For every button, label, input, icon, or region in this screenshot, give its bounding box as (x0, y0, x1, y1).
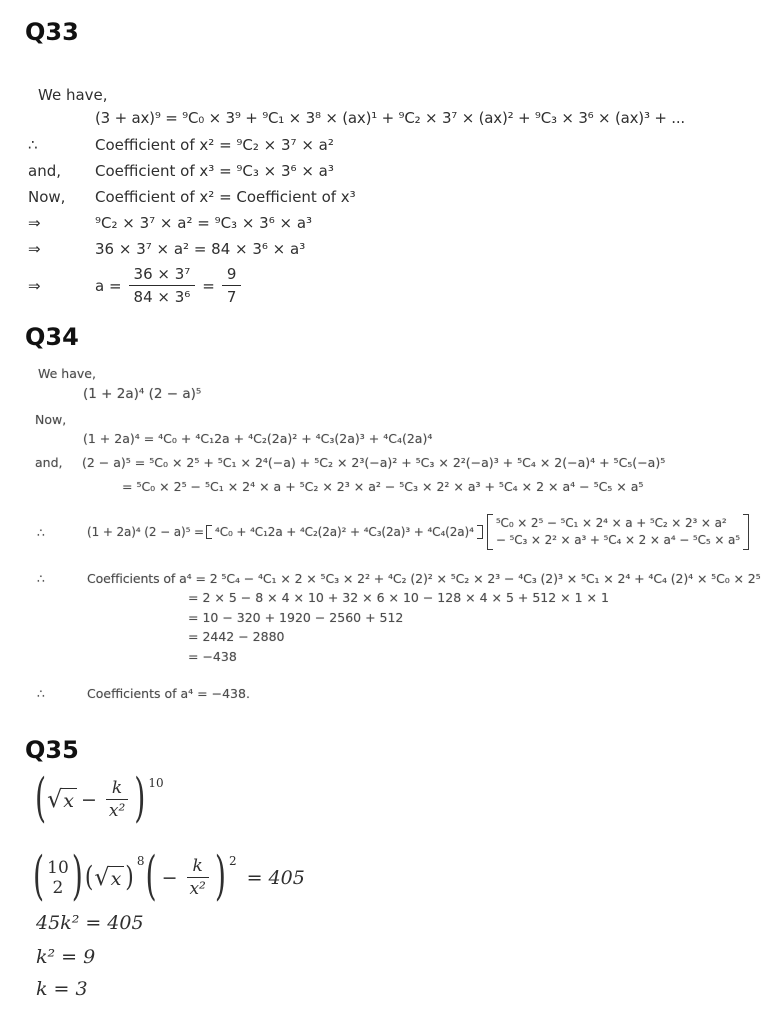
left-bracket (487, 514, 493, 550)
therefore-symbol: ∴ (37, 686, 45, 701)
q33-intro-text: We have, (38, 86, 108, 104)
radical-sign: √ (47, 784, 63, 813)
q34-product-row (37, 514, 751, 550)
fraction-numerator: 36 × 3⁷ (129, 265, 196, 286)
q33-step-4-text: ⁹C₂ × 3⁷ × a² = ⁹C₃ × 3⁶ × a³ (95, 214, 313, 232)
q34-expansion-2: (2 − a)⁵ = ⁵C₀ × 2⁵ + ⁵C₁ × 2⁴(−a) + ⁵C₂ × 2³(−a)² + ⁵C₃ × 2²(−a)³ + ⁵C₄ × 2(−a)⁴ + ⁵C₅(−a)⁵ (82, 455, 666, 470)
q33-step-5 (28, 239, 356, 259)
exponent: 2 (228, 854, 237, 868)
binomial-coefficient (45, 858, 71, 898)
therefore-symbol: ∴ (28, 136, 38, 154)
fraction (187, 856, 209, 899)
q34-expansion-2-row (35, 455, 665, 470)
fraction (106, 778, 128, 821)
q33-step-2 (28, 161, 356, 181)
close-paren: ) (214, 845, 226, 907)
q34-expansion-1: (1 + 2a)⁴ = ⁴C₀ + ⁴C₁2a + ⁴C₂(2a)² + ⁴C₃(2a)³ + ⁴C₄(2a)⁴ (83, 431, 433, 446)
q33-step-5-text: 36 × 3⁷ × a² = 84 × 3⁶ × a³ (95, 240, 306, 258)
q34-coeff-line-2: = 2 × 5 − 8 × 4 × 10 + 32 × 6 × 10 − 128 × 4 × 5 + 512 × 1 × 1 (188, 590, 609, 605)
left-bracket (206, 525, 212, 539)
now-label: Now, (28, 188, 66, 206)
square-root (94, 862, 124, 891)
q34-now-label: Now, (35, 412, 67, 427)
and-label: and, (28, 162, 61, 180)
q35-expression-2 (32, 845, 305, 907)
open-paren: ( (145, 845, 157, 907)
q34-coeff-line-1: Coefficients of a⁴ = 2 ⁵C₄ − ⁴C₁ × 2 × ⁵C₃ × 2² + ⁴C₂ (2)² × ⁵C₂ × 2³ − ⁴C₃ (2)³ × ⁵C₁ × 2⁴ + ⁴C₄ (2)⁴ × ⁵C₀ × 2⁵ (87, 571, 761, 586)
square-root (47, 784, 77, 813)
q35-step-1: 45k² = 405 (36, 912, 144, 934)
bracket-group-2 (487, 514, 749, 550)
implies-symbol: ⇒ (28, 214, 41, 232)
radicand: x (109, 866, 125, 890)
exponent: 10 (148, 776, 164, 790)
q34-heading: Q34 (25, 323, 79, 351)
q33-steps (28, 135, 356, 306)
close-paren: ) (134, 767, 146, 829)
q33-heading: Q33 (25, 18, 79, 46)
q34-factor-1: ⁴C₀ + ⁴C₁2a + ⁴C₂(2a)² + ⁴C₃(2a)³ + ⁴C₄(2a)⁴ (215, 525, 474, 539)
q34-coefficient-block (37, 570, 761, 666)
fraction-denominator: 7 (226, 288, 237, 306)
fraction-numerator: k (106, 778, 128, 800)
q33-step-1-text: Coefficient of x² = ⁹C₂ × 3⁷ × a² (95, 136, 334, 154)
exponent: 8 (136, 854, 145, 868)
q34-factor-2-line-2: − ⁵C₃ × 2² × a³ + ⁵C₄ × 2 × a⁴ − ⁵C₅ × a⁵ (495, 533, 740, 547)
radical-sign: √ (94, 862, 110, 891)
therefore-symbol: ∴ (37, 571, 45, 586)
q33-result (28, 265, 356, 306)
and-label: and, (35, 455, 63, 470)
binomial-bottom: 2 (52, 877, 64, 898)
q34-coeff-line-5: = −438 (188, 648, 237, 664)
fraction-denominator: 84 × 3⁶ (133, 288, 191, 306)
therefore-symbol: ∴ (37, 524, 45, 540)
q35-equation-rhs: = 405 (246, 866, 305, 889)
q34-product-equation (87, 514, 751, 550)
q34-intro-text: We have, (38, 366, 96, 381)
q33-step-3-text: Coefficient of x² = Coefficient of x³ (95, 188, 356, 206)
q33-step-2-text: Coefficient of x³ = ⁹C₃ × 3⁶ × a³ (95, 162, 334, 180)
fraction-denominator: x² (108, 801, 126, 821)
q33-step-3 (28, 187, 356, 207)
q34-product-lhs: (1 + 2a)⁴ (2 − a)⁵ = (87, 525, 205, 539)
bracket-group-1 (206, 525, 483, 539)
implies-symbol: ⇒ (28, 240, 41, 258)
radicand: x (61, 788, 77, 812)
q35-step-2: k² = 9 (36, 946, 96, 968)
open-paren: ( (35, 767, 47, 829)
q33-result-lhs: a = (95, 276, 122, 295)
q34-factor-2-line-1: ⁵C₀ × 2⁵ − ⁵C₁ × 2⁴ × a + ⁵C₂ × 2³ × a² (495, 516, 727, 530)
fraction-numerator: 9 (222, 265, 242, 286)
q33-step-1 (28, 135, 356, 155)
implies-symbol: ⇒ (28, 276, 41, 295)
close-paren: ) (71, 845, 83, 907)
fraction-numerator: k (187, 856, 209, 878)
fraction (222, 265, 242, 306)
right-bracket (743, 514, 749, 550)
fraction-denominator: x² (189, 879, 206, 899)
binomial-top: 10 (47, 857, 69, 878)
open-paren: ( (33, 845, 45, 907)
q35-heading: Q35 (25, 736, 79, 764)
q34-given-expression: (1 + 2a)⁴ (2 − a)⁵ (83, 386, 202, 402)
open-paren: ( (84, 861, 94, 894)
minus-sign: − (161, 866, 178, 889)
q34-conclusion-text: Coefficients of a⁴ = −438. (87, 686, 250, 701)
equals-sign: = (202, 276, 215, 295)
q34-factor-2 (496, 514, 740, 550)
q34-coeff-line-4: = 2442 − 2880 (188, 629, 285, 644)
q33-step-4 (28, 213, 356, 233)
minus-sign: − (80, 788, 97, 811)
right-bracket (477, 525, 483, 539)
q33-binomial-expansion: (3 + ax)⁹ = ⁹C₀ × 3⁹ + ⁹C₁ × 3⁸ × (ax)¹ + ⁹C₂ × 3⁷ × (ax)² + ⁹C₃ × 3⁶ × (ax)³ + ... (95, 109, 685, 127)
close-paren: ) (125, 861, 134, 894)
q34-conclusion-row (37, 686, 250, 701)
q34-coeff-row (37, 570, 761, 588)
q35-step-3: k = 3 (36, 978, 88, 1000)
fraction (129, 265, 196, 306)
q35-expression-1 (34, 767, 164, 829)
q34-expansion-2-simplified: = ⁵C₀ × 2⁵ − ⁵C₁ × 2⁴ × a + ⁵C₂ × 2³ × a² − ⁵C₃ × 2² × a³ + ⁵C₄ × 2 × a⁴ − ⁵C₅ × a⁵ (122, 479, 644, 494)
q34-coeff-line-3: = 10 − 320 + 1920 − 2560 + 512 (188, 609, 404, 625)
